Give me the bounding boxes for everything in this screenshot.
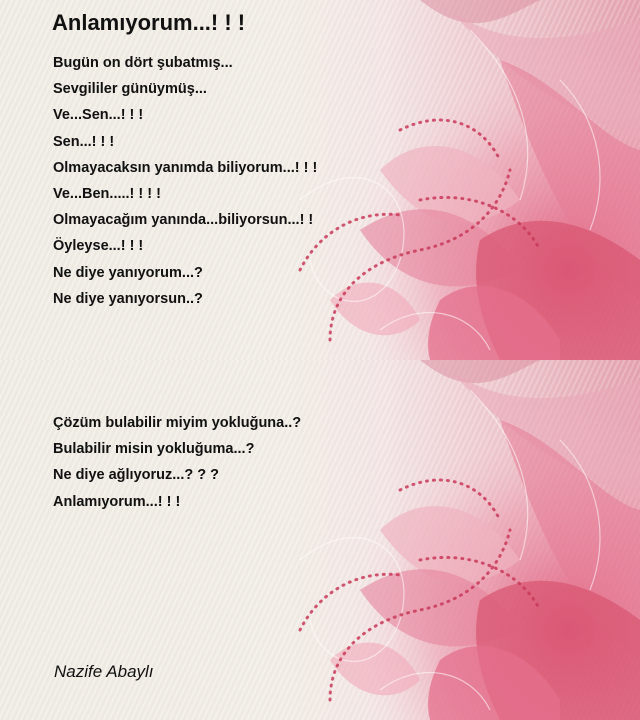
poem-line: Sen...! ! ! <box>53 133 115 150</box>
poem-line: Ve...Ben.....! ! ! ! <box>53 185 161 202</box>
poem-line: Ve...Sen...! ! ! <box>53 107 144 124</box>
poem-stanza-bottom <box>53 414 301 519</box>
poem-stanza-top <box>53 54 317 316</box>
poem-title: Anlamıyorum...! ! ! <box>52 10 246 35</box>
poem-line: Öyleyse...! ! ! <box>53 238 144 255</box>
poem-line: Bulabilir misin yokluğuma...? <box>53 441 255 458</box>
poem-line: Olmayacağım yanında...biliyorsun...! ! <box>53 212 314 229</box>
poem-line: Ne diye yanıyorsun..? <box>53 290 203 307</box>
poem-line: Olmayacaksın yanımda biliyorum...! ! ! <box>53 159 318 176</box>
poem-line: Anlamıyorum...! ! ! <box>53 493 181 510</box>
poem-line: Bugün on dört şubatmış... <box>53 55 233 71</box>
poem-line: Ne diye yanıyorum...? <box>53 264 203 281</box>
poem-author: Nazife Abaylı <box>54 662 154 681</box>
background-panel-bottom <box>0 360 640 720</box>
poem-line: Sevgililer günüymüş... <box>53 81 207 98</box>
poem-line: Çözüm bulabilir miyim yokluğuna..? <box>53 415 302 431</box>
poem-line: Ne diye ağlıyoruz...? ? ? <box>53 467 219 484</box>
